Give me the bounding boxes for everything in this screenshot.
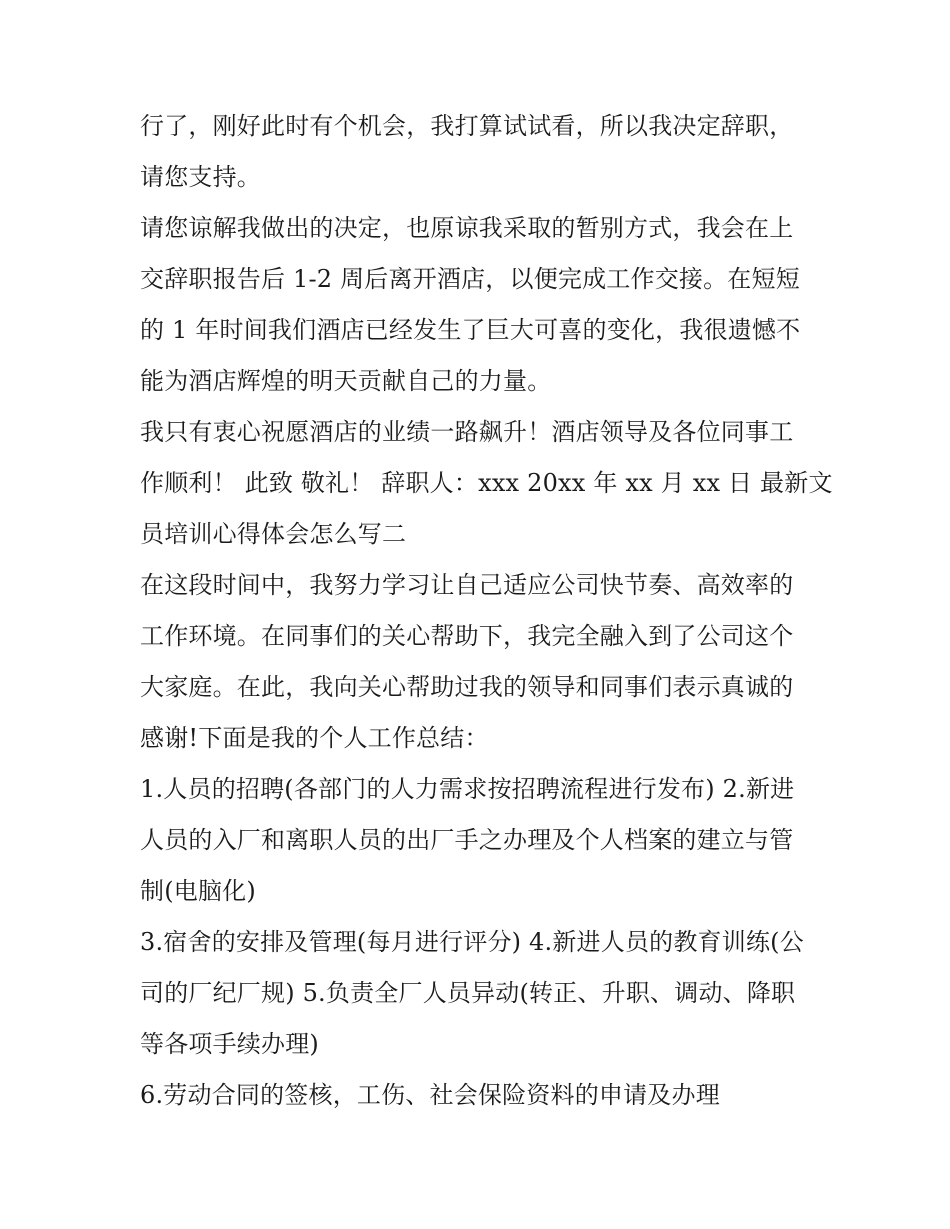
- text-line: 请您谅解我做出的决定，也原谅我采取的暂别方式，我会在上: [140, 214, 794, 242]
- text-line: 感谢!下面是我的个人工作总结：: [140, 724, 489, 752]
- text-line: 的 1 年时间我们酒店已经发生了巨大可喜的变化，我很遗憾不: [140, 316, 801, 344]
- text-line: 制(电脑化): [140, 877, 256, 905]
- text-line: 作顺利！ 此致 敬礼！ 辞职人：xxx 20xx 年 xx 月 xx 日 最新文: [140, 469, 833, 497]
- text-line: 6.劳动合同的签核，工伤、社会保险资料的申请及办理: [140, 1081, 720, 1109]
- text-line: 行了，刚好此时有个机会，我打算试试看，所以我决定辞职，: [140, 112, 794, 140]
- text-line: 能为酒店辉煌的明天贡献自己的力量。: [140, 367, 552, 395]
- text-line: 交辞职报告后 1-2 周后离开酒店，以便完成工作交接。在短短: [140, 265, 800, 293]
- text-line: 1.人员的招聘(各部门的人力需求按招聘流程进行发布) 2.新进: [140, 775, 795, 803]
- text-line: 员培训心得体会怎么写二: [140, 520, 407, 548]
- text-line: 我只有衷心祝愿酒店的业绩一路飙升！酒店领导及各位同事工: [140, 418, 794, 446]
- text-line: 请您支持。: [140, 163, 261, 191]
- text-line: 工作环境。在同事们的关心帮助下，我完全融入到了公司这个: [140, 622, 794, 650]
- text-line: 3.宿舍的安排及管理(每月进行评分) 4.新进人员的教育训练(公: [140, 928, 804, 956]
- document-body: [140, 101, 833, 1121]
- text-line: 等各项手续办理): [140, 1030, 319, 1058]
- text-line: 在这段时间中，我努力学习让自己适应公司快节奏、高效率的: [140, 571, 794, 599]
- text-line: 司的厂纪厂规) 5.负责全厂人员异动(转正、升职、调动、降职: [140, 979, 796, 1007]
- text-line: 人员的入厂和离职人员的出厂手之办理及个人档案的建立与管: [140, 826, 794, 854]
- text-line: 大家庭。在此，我向关心帮助过我的领导和同事们表示真诚的: [140, 673, 794, 701]
